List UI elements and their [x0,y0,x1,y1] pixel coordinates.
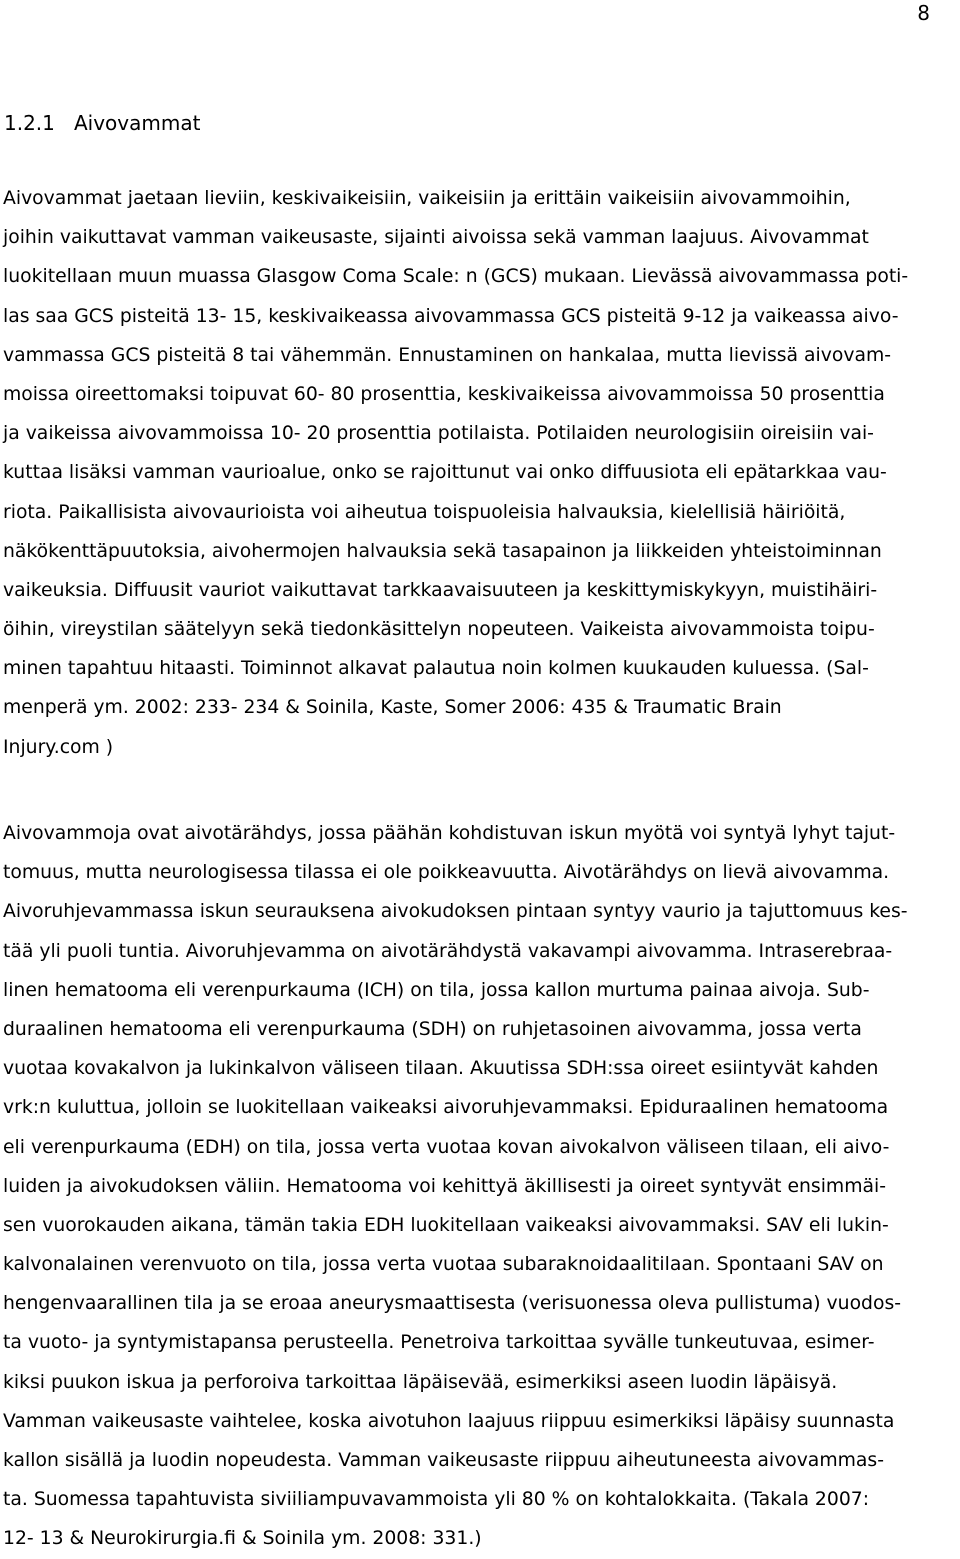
text-line: vammassa GCS pisteitä 8 tai vähemmän. Ennustaminen on hankalaa, mutta lievissä aivovam- [3,344,892,366]
page-number: 8 [917,1,930,25]
text-line: Aivovammoja ovat aivotärähdys, jossa päähän kohdistuvan iskun myötä voi syntyä lyhyt tajut- [3,823,896,844]
text-line: Aivoruhjevammassa iskun seurauksena aivokudoksen pintaan syntyy vaurio ja tajuttomuus kes- [3,901,908,923]
text-line: ta. Suomessa tapahtuvista siviiliampuvavammoista yli 80 % on kohtalokkaita. (Takala 2007: [3,1489,870,1511]
text-line: Vamman vaikeusaste vaihtelee, koska aivotuhon laajuus riippuu esimerkiksi läpäisy suunnasta [3,1410,895,1432]
text-line: minen tapahtuu hitaasti. Toiminnot alkavat palautua noin kolmen kuukauden kuluessa. (Sal- [3,658,869,680]
text-line: luokitellaan muun muassa Glasgow Coma Scale: n (GCS) mukaan. Lievässä aivovammassa poti- [3,266,909,288]
text-line: riota. Paikallisista aivovaurioista voi aiheutua toispuoleisia halvauksia, kielellisiä häiriöitä, [3,501,846,523]
text-line: Injury.com ) [3,736,114,758]
text-line: las saa GCS pisteitä 13- 15, keskivaikeassa aivovammassa GCS pisteitä 9-12 ja vaikeassa aivo- [3,305,899,327]
section-heading: 1.2.1 Aivovammat [4,111,201,135]
text-line: vrk:n kuluttua, jolloin se luokitellaan vaikeaksi aivoruhjevammaksi. Epiduraalinen hematooma [3,1097,889,1119]
text-line: ta vuoto- ja syntymistapansa perusteella. Penetroiva tarkoittaa syvälle tunkeutuvaa, esimer- [3,1332,875,1354]
paragraph-aivovammat-classification [3,179,908,767]
text-line: ja vaikeissa aivovammoissa 10- 20 prosenttia potilaista. Potilaiden neurologisiin oireisiin vai- [3,423,874,445]
text-line: moissa oireettomaksi toipuvat 60- 80 prosenttia, keskivaikeissa aivovammoissa 50 prosenttia [3,383,885,405]
text-line: kiksi puukon iskua ja perforoiva tarkoittaa läpäisevää, esimerkiksi aseen luodin läpäisyä. [3,1371,838,1393]
text-line: eli verenpurkauma (EDH) on tila, jossa verta vuotaa kovan aivokalvon väliseen tilaan, eli aivo- [3,1136,890,1158]
text-line: hengenvaarallinen tila ja se eroaa aneurysmaattisesta (verisuonessa oleva pullistuma) vuodos- [3,1293,902,1315]
text-line: kuttaa lisäksi vamman vaurioalue, onko se rajoittunut vai onko diffuusiota eli epätarkkaa vau- [3,462,887,484]
text-line: öihin, vireystilan säätelyyn sekä tiedonkäsittelyn nopeuteen. Vaikeista aivovammoista toipu- [3,619,875,641]
text-line: 12- 13 & Neurokirurgia.fi & Soinila ym. 2008: 331.) [3,1528,482,1550]
text-line: tää yli puoli tuntia. Aivoruhjevamma on aivotärähdystä vakavampi aivovamma. Intraserebraa- [3,940,893,962]
text-line: kallon sisällä ja luodin nopeudesta. Vamman vaikeusaste riippuu aiheutuneesta aivovammas- [3,1450,884,1471]
text-line: duraalinen hematooma eli verenpurkauma (SDH) on ruhjetasoinen aivovamma, jossa verta [3,1018,862,1040]
text-line: sen vuorokauden aikana, tämän takia EDH luokitellaan vaikeaksi aivovammaksi. SAV eli lukin- [3,1214,889,1236]
text-line: kalvonalainen verenvuoto on tila, jossa verta vuotaa subaraknoidaalitilaan. Spontaani SAV on [3,1254,884,1276]
text-line: linen hematooma eli verenpurkauma (ICH) on tila, jossa kallon murtuma painaa aivoja. Sub- [3,979,870,1001]
paragraph-aivovamma-types [3,814,908,1559]
text-line: menperä ym. 2002: 233- 234 & Soinila, Kaste, Somer 2006: 435 & Traumatic Brain [3,697,782,719]
text-line: vuotaa kovakalvon ja lukinkalvon väliseen tilaan. Akuutissa SDH:ssa oireet esiintyvät kahden [3,1058,879,1080]
text-line: näkökenttäpuutoksia, aivohermojen halvauksia sekä tasapainon ja liikkeiden yhteistoiminnan [3,540,882,562]
text-line: tomuus, mutta neurologisessa tilassa ei ole poikkeavuutta. Aivotärähdys on lievä aivovamma. [3,862,890,884]
text-line: joihin vaikuttavat vamman vaikeusaste, sijainti aivoissa sekä vamman laajuus. Aivovammat [3,227,869,249]
text-line: luiden ja aivokudoksen väliin. Hematooma voi kehittyä äkillisesti ja oireet syntyvät ensimmäi- [3,1175,887,1197]
text-line: vaikeuksia. Diffuusit vauriot vaikuttavat tarkkaavaisuuteen ja keskittymiskykyyn, muistihäiri- [3,579,878,601]
text-line: Aivovammat jaetaan lieviin, keskivaikeisiin, vaikeisiin ja erittäin vaikeisiin aivovammoihin, [3,188,851,209]
